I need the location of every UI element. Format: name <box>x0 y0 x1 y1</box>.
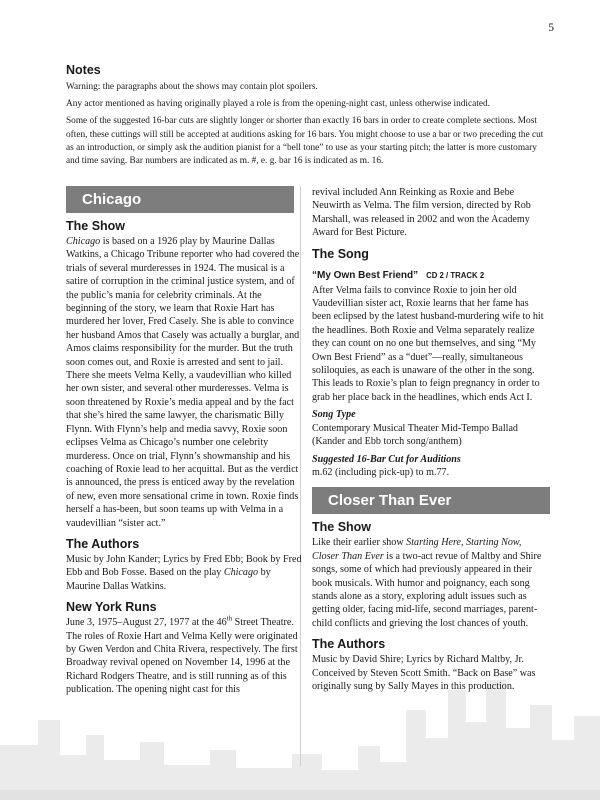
page-number: 5 <box>548 22 554 34</box>
notes-warning: Warning: the paragraphs about the shows may contain plot spoilers. <box>66 82 318 92</box>
chicago-ny-heading: New York Runs <box>66 600 157 615</box>
chicago-ny-part2: Street Theatre. The roles of Roxie Hart and Velma Kelly were originated by Gwen Verdon and Chita Rivera, respectively. The first Broadway revival opened on November 14, 1996 at the Richard Rodgers Theatre, and is still running as of this publication. The opening night cast for this <box>66 617 298 696</box>
song-type-text: Contemporary Musical Theater Mid-Tempo Ballad (Kander and Ebb torch song/anthem) <box>312 422 518 448</box>
notes-heading: Notes <box>66 63 101 77</box>
notes-cast-info: Any actor mentioned as having originally played a role is from the opening-night cast, unless otherwise indicated. <box>66 99 490 110</box>
chicago-authors-heading: The Authors <box>66 536 140 551</box>
chicago-banner: Chicago <box>66 186 294 213</box>
chicago-revival-text: revival included Ann Reinking as Roxie and Bebe Neuwirth as Velma. The film version, directed by Rob Marshall, was released in 2002 and won the Academy Award for Best Picture. <box>312 187 531 239</box>
notes-bar-cuts: Some of the suggested 16-bar cuts are slightly longer or shorter than exactly 16 bars in order to create complete sections. Most often, these cuttings will still be accepted at auditions asking for 16 bars. You might choose to use a bar or two preceding the cut as an introduction, or simply ask the audition pianist for a “bell tone” to use as your starting pitch; the latter is more customary and time saving. Bar numbers are indicated as m. #, e. g. bar 16 is indicated as m. 16. <box>66 116 544 167</box>
song-type-label: Song Type <box>312 409 356 421</box>
chicago-ny-sup: th <box>226 614 233 623</box>
chicago-title-italic: Chicago <box>66 236 101 247</box>
chicago-ny-part1: June 3, 1975–August 27, 1977 at the 46 <box>66 617 227 629</box>
song-title-line <box>312 265 550 283</box>
chicago-song-heading: The Song <box>312 246 369 261</box>
chicago-show-heading: The Show <box>66 219 126 233</box>
chicago-song-text: After Velma fails to convince Roxie to join her old Vaudevillian sister act, Roxie learns that her fame has been eclipsed by the latest husband-murdering wife to hit the headlines. Both Roxie and Velma separately realize they can count on no one but themselves, and sing “My Own Best Friend” as a “duet”—really, simultaneous soliloquies, as each is unaware of the other in the song. This leads to Roxie’s plan to feign pregnancy in order to grab her place back in the headlines, which ends Act I. <box>312 284 544 403</box>
chicago-ny-text <box>66 616 304 696</box>
left-column <box>66 186 304 697</box>
closer-show-part1: Like their earlier show <box>312 537 407 549</box>
notes-section <box>66 63 544 168</box>
closer-show-text <box>312 536 550 630</box>
chicago-authors-part1: Music by John Kander; Lyrics by Fred Ebb; Book by Fred Ebb and Bob Fosse. Based on the play <box>66 553 302 579</box>
closer-authors-text: Music by David Shire; Lyrics by Richard Maltby, Jr. Conceived by Steven Scott Smith. “Back on Base” was originally sung by Sally Mayes in this production. <box>312 654 536 692</box>
chicago-authors-part2: by Maurine Dallas Watkins. <box>66 567 271 592</box>
song-track: CD 2 / TRACK 2 <box>426 270 485 280</box>
closer-authors-heading: The Authors <box>312 637 386 652</box>
right-column <box>312 186 550 693</box>
chicago-show-text <box>66 235 304 530</box>
closer-show-italic: Starting Here, Starting Now, Closer Than Ever <box>312 537 522 562</box>
closer-show-heading: The Show <box>312 520 372 535</box>
chicago-authors-text <box>66 553 304 593</box>
chicago-show-body: is based on a 1926 play by Maurine Dallas Watkins, a Chicago Tribune reporter who had covered the trials of several murderesses in 1924. The musical is a satire of corruption in the criminal justice system, and of the public’s mania for celebrity criminals. At the beginning of the story, we learn that Roxie Hart has murdered her lover, Fred Casely. She is able to convince her husband Amos that Casely was actually a burglar, and Amos claims responsibility for the murder. But the truth soon comes out, and Roxie is arrested and sent to jail. There she meets Velma Kelly, a vaudevillian who killed her own sister, and several other murderesses. Velma is soon threatened by Roxie’s media appeal and by the fact that she’s hired the same lawyer, the charismatic Billy Flynn. With Flynn’s help and media savvy, Roxie soon eclipses Velma as Chicago’s number one celebrity murderess. Once on trial, Flynn’s showmanship and his coaching of Roxie lead to her acquittal. But as the verdict is announced, the press is enticed away by the revelation of new, even more sensational crime in town. Roxie finds herself a has-been, but soon teams up with Velma in a vaudevillian “sister act.” <box>66 236 300 529</box>
chicago-play-italic: Chicago <box>223 567 259 579</box>
song-title: “My Own Best Friend” <box>312 269 419 281</box>
closer-show-part2: is a two-act revue of Maltby and Shire songs, some of which had previously appeared in their book musicals. With humor and poignancy, each song stands alone as a story, exploring adult issues such as getting older, facing mid-life, second marriages, parent-child conflicts and grieving the lost chances of youth. <box>312 550 542 629</box>
cut-label: Suggested 16-Bar Cut for Auditions <box>312 453 461 465</box>
closer-banner: Closer Than Ever <box>312 487 550 514</box>
cut-text: m.62 (including pick-up) to m.77. <box>312 466 450 478</box>
